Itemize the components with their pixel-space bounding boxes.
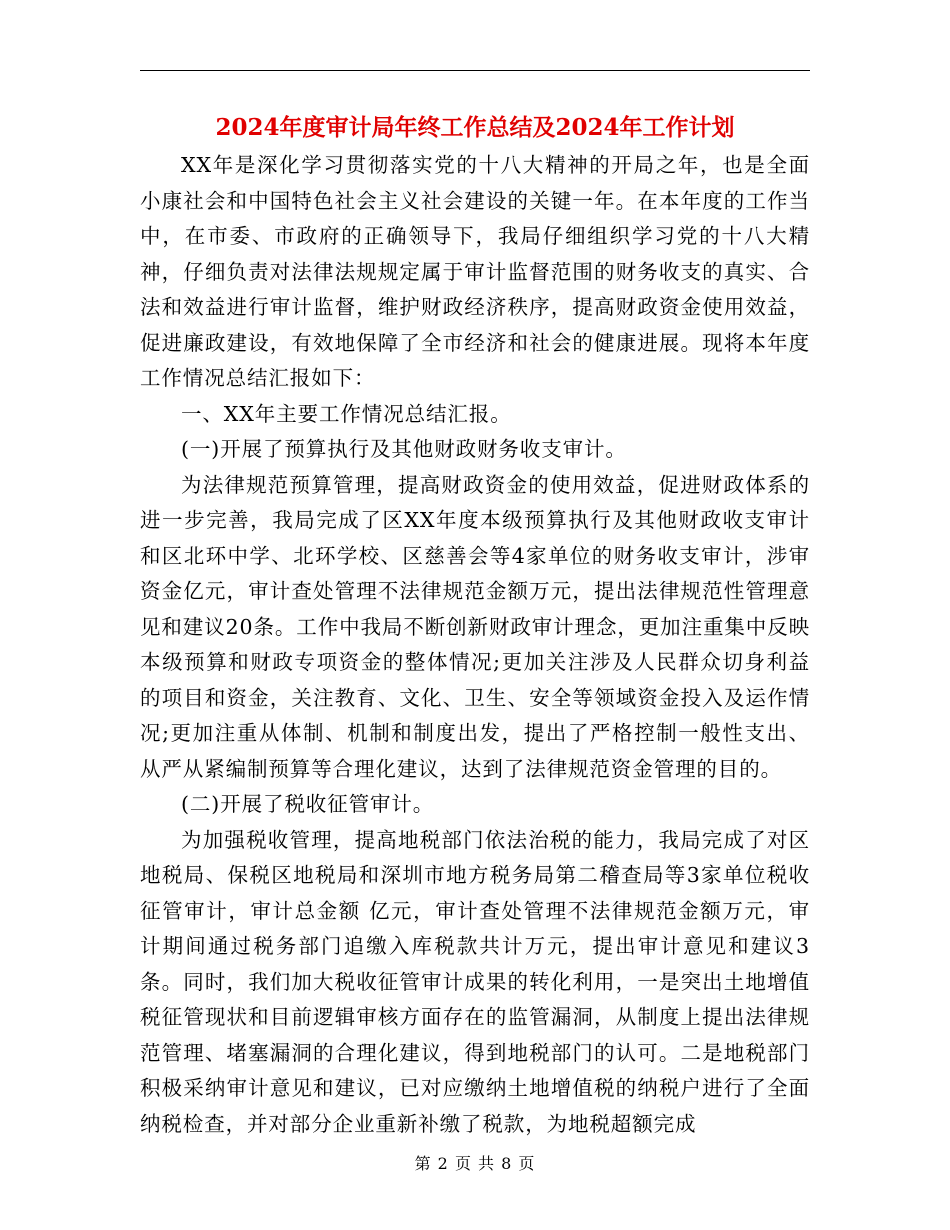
section-heading-1: 一、XX年主要工作情况总结汇报。	[181, 401, 512, 426]
page-number: 第 2 页 共 8 页	[414, 1154, 536, 1173]
subsection-heading-2: (二)开展了税收征管审计。	[181, 792, 435, 816]
paragraph-budget-audit: 为法律规范预算管理，提高财政资金的使用效益，促进财政体系的进一步完善，我局完成了区XX年度本级预算执行及其他财政收支审计和区北环中学、北环学校、区慈善会等4家单位的财务收支审计，涉审资金亿元，审计查处管理不法律规范金额万元，提出法律规范性管理意见和建议20条。工作中我局不断创新财政审计理念，更加注重集中反映本级预算和财政专项资金的整体情况;更加关注涉及人民群众切身利益的项目和资金，关注教育、文化、卫生、安全等领域资金投入及运作情况;更加注重从体制、机制和制度出发，提出了严格控制一般性支出、从严从紧编制预算等合理化建议，达到了法律规范资金管理的目的。	[140, 472, 810, 781]
paragraph-tax-audit: 为加强税收管理，提高地税部门依法治税的能力，我局完成了对区地税局、保税区地税局和深圳市地方税务局第二稽查局等3家单位税收征管审计，审计总金额 亿元，审计查处管理不法律规范金额万元，审计期间通过税务部门追缴入库税款共计万元，提出审计意见和建议3条。同时，我们加大税收征管审计成果的转化利用，一是突出土地增值税征管现状和目前逻辑审核方面存在的监管漏洞，从制度上提出法律规范管理、堵塞漏洞的合理化建议，得到地税部门的认可。二是地税部门积极采纳审计意见和建议，已对应缴纳土地增值税的纳税户进行了全面纳税检查，并对部分企业重新补缴了税款，为地税超额完成	[140, 827, 810, 1136]
document-title: 2024年度审计局年终工作总结及2024年工作计划	[215, 114, 735, 141]
document-body	[140, 148, 810, 1142]
header-rule	[140, 70, 810, 71]
paragraph-intro: XX年是深化学习贯彻落实党的十八大精神的开局之年，也是全面小康社会和中国特色社会主义社会建设的关键一年。在本年度的工作当中，在市委、市政府的正确领导下，我局仔细组织学习党的十八大精神，仔细负责对法律法规规定属于审计监督范围的财务收支的真实、合法和效益进行审计监督，维护财政经济秩序，提高财政资金使用效益，促进廉政建设，有效地保障了全市经济和社会的健康进展。现将本年度工作情况总结汇报如下：	[140, 153, 810, 390]
subsection-heading-1: (一)开展了预算执行及其他财政财务收支审计。	[181, 437, 627, 461]
